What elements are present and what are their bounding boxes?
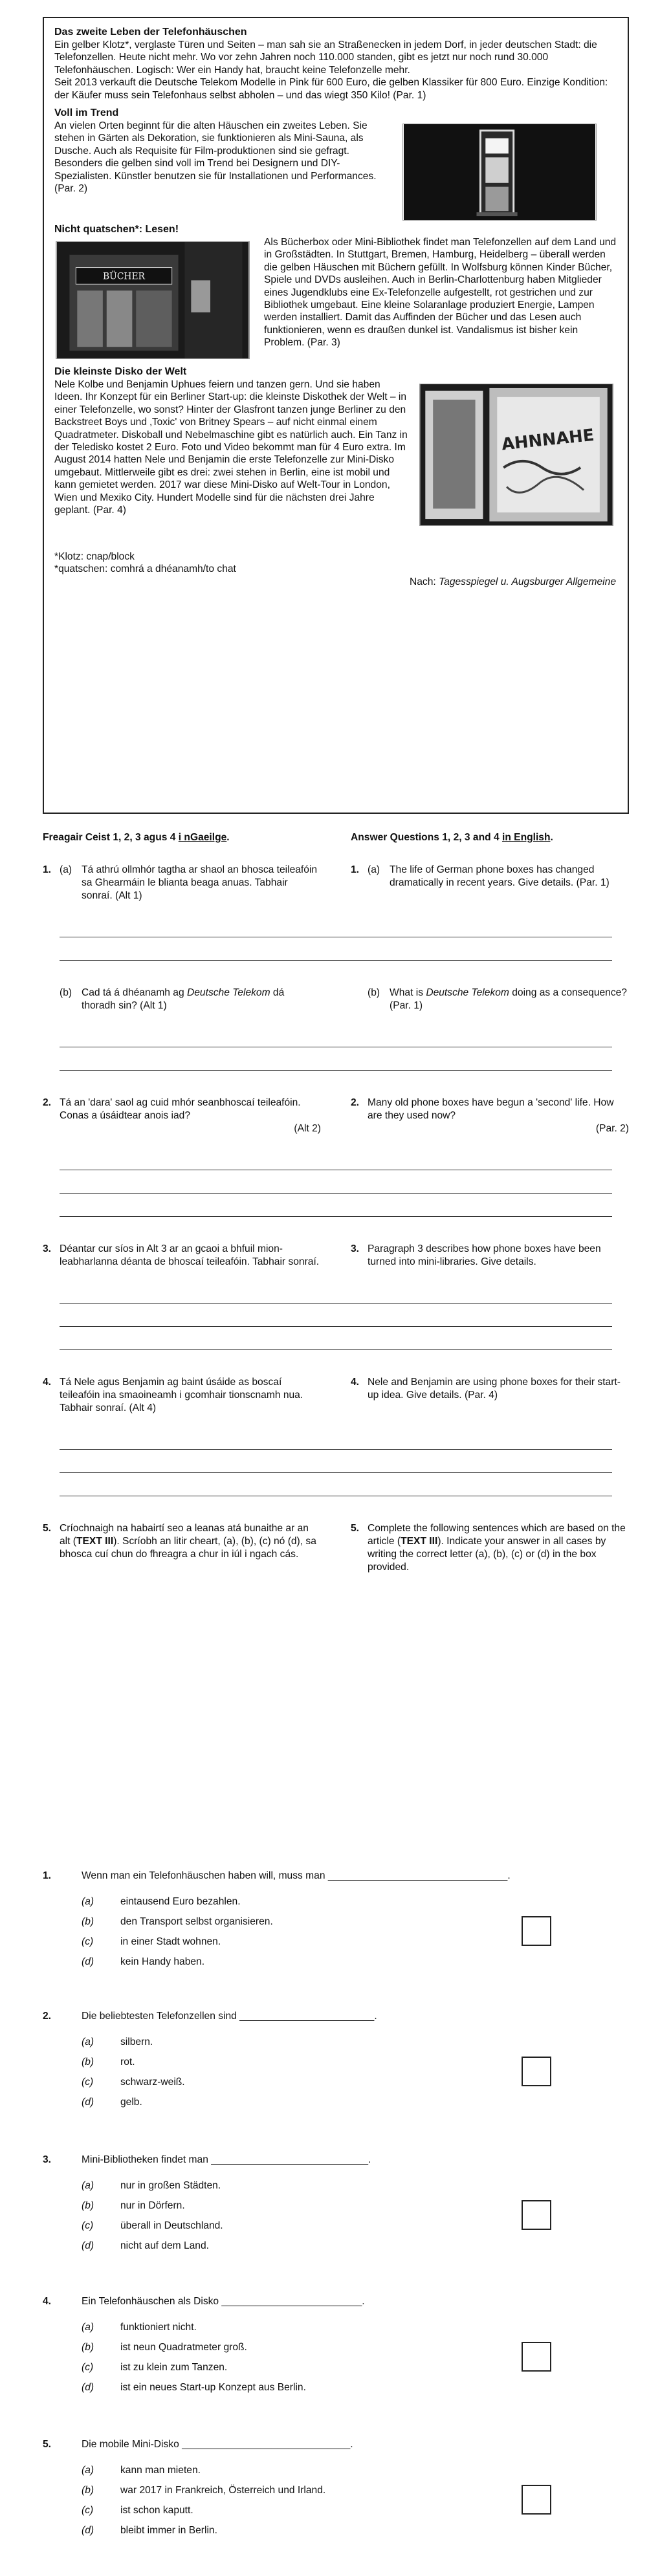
mcq-option bbox=[43, 2460, 629, 2480]
mcq-option bbox=[43, 2236, 629, 2256]
option-letter: (c) bbox=[82, 2504, 94, 2516]
option-text: in einer Stadt wohnen. bbox=[120, 1936, 221, 1947]
article-box bbox=[43, 17, 629, 814]
option-text: silbern. bbox=[120, 2036, 153, 2047]
answer-lines-3 bbox=[60, 1280, 612, 1350]
answer-box[interactable] bbox=[522, 2485, 551, 2515]
option-letter: (b) bbox=[82, 2341, 94, 2353]
mcq-stem-text: Ein Telefonhäuschen als Disko _________________________. bbox=[82, 2296, 365, 2307]
footnote-quatschen: *quatschen: comhrá a dhéanamh/to chat bbox=[54, 563, 236, 575]
question-2: 2. Tá an 'dara' saol ag cuid mhór seanbhoscaí teileafóin. Conas a úsáidtear anois iad? (Alt 2) 2. Many old phone boxes have begun a 'second' life. How are they used now? (Par. 2) bbox=[43, 1097, 629, 1217]
option-text: kann man mieten. bbox=[120, 2464, 201, 2476]
heading-kleinste-disko: Die kleinste Disko der Welt bbox=[54, 366, 187, 378]
option-text: nur in großen Städten. bbox=[120, 2179, 221, 2191]
questions-section bbox=[43, 831, 629, 1574]
mcq-stem bbox=[43, 2010, 629, 2023]
question-3: 3. Déantar cur síos in Alt 3 ar an gcaoi a bhfuil mion-leabharlanna déanta de bhoscaí teileafóin. Tabhair sonraí. 3. Paragraph 3 describes how phone boxes have been turned into mini-libraries. Give details. bbox=[43, 1243, 629, 1350]
answer-box[interactable] bbox=[522, 1916, 551, 1946]
heading-nicht-quatschen: Nicht quatschen*: Lesen! bbox=[54, 224, 179, 235]
option-letter: (a) bbox=[82, 2036, 94, 2047]
option-letter: (d) bbox=[82, 2524, 94, 2536]
answer-line[interactable] bbox=[60, 1304, 612, 1327]
paragraph-1: Ein gelber Klotz*, verglaste Türen und Seiten – man sah sie an Straßenecken in jedem Dorf, in jeder deutschen Stadt: die Telefonzellen. Heute nicht mehr. Wo vor zehn Jahren noch 110.000 standen, gibt es jetzt nur noch rund 30.000 Telefonhäuschen. Logisch: Wer ein Handy hat, braucht keine Telefonzelle mehr. bbox=[54, 39, 597, 76]
mcq-stem bbox=[43, 1870, 629, 1883]
option-text: nicht auf dem Land. bbox=[120, 2240, 209, 2251]
option-text: den Transport selbst organisieren. bbox=[120, 1916, 273, 1927]
answer-lines-1a bbox=[60, 914, 612, 961]
option-text: ist neun Quadratmeter groß. bbox=[120, 2341, 247, 2353]
paragraph-2: An vielen Orten beginnt für die alten Häuschen ein zweites Leben. Sie stehen in Gärten als Dekoration, sie funktionieren als Mini-Sauna, als Dusche. Auch als Requisite für Film-produktionen sind sie gefragt. Besonders die gelben sind voll im Trend bei Designern und DIY-Spezialisten. Künstler benutzen sie für Installationen und Performances. (Par. 2) bbox=[54, 120, 377, 195]
answer-line[interactable] bbox=[60, 914, 612, 937]
option-letter: (c) bbox=[82, 2220, 94, 2231]
answer-lines-1b bbox=[60, 1024, 612, 1071]
question-1b: (b) Cad tá á dhéanamh ag Deutsche Telekom dá thoradh sin? (Alt 1) (b) What is Deutsche Telekom doing as a consequence? (Par. 1) bbox=[43, 987, 629, 1071]
article-title: Das zweite Leben der Telefonhäuschen bbox=[54, 27, 247, 38]
mcq-option bbox=[43, 1892, 629, 1912]
mcq-number: 1. bbox=[43, 1870, 52, 1881]
option-letter: (b) bbox=[82, 1916, 94, 1927]
answer-lines-2 bbox=[60, 1147, 612, 1217]
mcq-option bbox=[43, 2092, 629, 2112]
mcq-number: 2. bbox=[43, 2011, 52, 2022]
book-phone-box-photo bbox=[56, 241, 250, 359]
option-letter: (c) bbox=[82, 2361, 94, 2373]
mcq-stem bbox=[43, 2438, 629, 2451]
answer-line[interactable] bbox=[60, 1170, 612, 1194]
mcq-stem bbox=[43, 2295, 629, 2308]
mcq-option bbox=[43, 1952, 629, 1972]
answer-box[interactable] bbox=[522, 2200, 551, 2230]
option-text: bleibt immer in Berlin. bbox=[120, 2524, 217, 2536]
answer-line[interactable] bbox=[60, 1147, 612, 1170]
option-text: gelb. bbox=[120, 2096, 142, 2108]
instruction-irish: Freagair Ceist 1, 2, 3 agus 4 i nGaeilge. bbox=[43, 832, 230, 843]
option-letter: (d) bbox=[82, 2096, 94, 2108]
paragraph-3: Als Bücherbox oder Mini-Bibliothek findet man Telefonzellen auf dem Land und in Großstädten. In Stuttgart, Bremen, Hamburg, Heidelberg – überall werden die gelben Häuschen mit Büchern gefüllt. In Wolfsburg können Kinder Bücher, Spiele und DVDs ausleihen. Auch in Berlin-Charlottenburg haben Mitglieder eines Jugendklubs eine Ex-Telefonzelle aufgestellt, rot gestrichen und zur Bibliothek umgebaut. Eine kleine Solaranlage produziert Energie, Lampen werden installiert. Damit das Auffinden der Bücher und das Lesen auch funktionieren, wenn es draußen dunkel ist. Vandalismus ist bisher kein Problem. (Par. 3) bbox=[264, 237, 617, 349]
mcq-question-5 bbox=[43, 2438, 629, 2540]
option-text: eintausend Euro bezahlen. bbox=[120, 1895, 241, 1907]
mcq-number: 4. bbox=[43, 2296, 52, 2307]
footnote-klotz: *Klotz: cnap/block bbox=[54, 551, 135, 563]
mcq-option bbox=[43, 2377, 629, 2397]
mcq-stem bbox=[43, 2154, 629, 2167]
mcq-option bbox=[43, 2032, 629, 2052]
mcq-option bbox=[43, 2176, 629, 2196]
answer-box[interactable] bbox=[522, 2057, 551, 2086]
answer-line[interactable] bbox=[60, 1426, 612, 1450]
source-prefix: Nach: bbox=[409, 576, 439, 587]
mcq-option bbox=[43, 2317, 629, 2337]
mcq-question-4 bbox=[43, 2295, 629, 2397]
option-text: schwarz-weiß. bbox=[120, 2076, 185, 2088]
answer-line[interactable] bbox=[60, 937, 612, 961]
option-letter: (d) bbox=[82, 1956, 94, 1967]
option-letter: (d) bbox=[82, 2240, 94, 2251]
option-text: war 2017 in Frankreich, Österreich und Irland. bbox=[120, 2484, 326, 2496]
option-letter: (b) bbox=[82, 2199, 94, 2211]
answer-line[interactable] bbox=[60, 1024, 612, 1047]
paragraph-4: Nele Kolbe und Benjamin Uphues feiern und tanzen gern. Und sie haben Ideen. Ihr Konzept für ein Berliner Start-up: die kleinste Diskothek der Welt – in einer Telefonzelle, wo sonst? Hinter der Glasfront tanzen junge Berliner zu den Backstreet Boys und ‚Toxic' von Britney Spears – auf nicht einmal einem Quadratmeter. Diskoball und Nebelmaschine gibt es natürlich auch. Ein Tanz in der Teledisko kostet 2 Euro. Foto und Video bekommt man für 4 Euro extra. Im August 2014 hatten Nele und Benjamin die erste Telefonzelle zur Mini-Disko umgebaut. Mittlerweile gibt es drei: zwei stehen in Berlin, eine ist mobil und kann gemietet werden. 2017 war diese Mini-Disko auf Welt-Tour in London, Wien und Mexiko City. Hundert Modelle sind für die nächsten drei Jahre geplant. (Par. 4) bbox=[54, 379, 408, 516]
option-letter: (a) bbox=[82, 1895, 94, 1907]
mcq-question-2 bbox=[43, 2010, 629, 2112]
option-letter: (d) bbox=[82, 2381, 94, 2393]
option-letter: (b) bbox=[82, 2484, 94, 2496]
mcq-question-1 bbox=[43, 1870, 629, 1972]
heading-voll-im-trend: Voll im Trend bbox=[54, 107, 119, 119]
option-text: kein Handy haben. bbox=[120, 1956, 205, 1967]
answer-box[interactable] bbox=[522, 2342, 551, 2372]
option-text: überall in Deutschland. bbox=[120, 2220, 223, 2231]
answer-line[interactable] bbox=[60, 1280, 612, 1304]
mcq-stem-text: Die mobile Mini-Disko ______________________________. bbox=[82, 2439, 353, 2450]
option-letter: (a) bbox=[82, 2464, 94, 2476]
question-1a: 1. (a) Tá athrú ollmhór tagtha ar shaol an bhosca teileafóin sa Ghearmáin le blianta beaga anuas. Tabhair sonraí. (Alt 1) 1. (a) The life of German phone boxes has changed dramatically in recent years. Give details. (Par. 1) bbox=[43, 864, 629, 961]
answer-line[interactable] bbox=[60, 1047, 612, 1071]
option-letter: (c) bbox=[82, 1936, 94, 1947]
option-letter: (a) bbox=[82, 2179, 94, 2191]
graffiti-text: AHNNAHE bbox=[500, 425, 595, 455]
question-5-instructions: 5. Críochnaigh na habairtí seo a leanas atá bunaithe ar an alt (TEXT III). Scríobh an litir cheart, (a), (b), (c) nó (d), sa bhosca cuí chun do fhreagra a chur in iúl i ngach cás. 5. Complete the following sentences which are based on the article (TEXT III). Indicate your answer in all cases by writing the correct letter (a), (b), (c) or (d) in the box provided. bbox=[43, 1523, 626, 1573]
option-text: ist schon kaputt. bbox=[120, 2504, 193, 2516]
option-text: funktioniert nicht. bbox=[120, 2321, 197, 2333]
mcq-stem-text: Mini-Bibliotheken findet man ____________________________. bbox=[82, 2154, 371, 2165]
buecher-sign: BÜCHER bbox=[103, 271, 145, 282]
phone-box-night-photo bbox=[402, 124, 597, 221]
mcq-option bbox=[43, 2520, 629, 2540]
answer-line[interactable] bbox=[60, 1327, 612, 1350]
option-letter: (a) bbox=[82, 2321, 94, 2333]
source-line bbox=[54, 576, 619, 588]
answer-line[interactable] bbox=[60, 1450, 612, 1473]
answer-line[interactable] bbox=[60, 1473, 612, 1496]
option-text: ist zu klein zum Tanzen. bbox=[120, 2361, 228, 2373]
mcq-stem-text: Wenn man ein Telefonhäuschen haben will, muss man ________________________________. bbox=[82, 1870, 511, 1881]
mcq-number: 3. bbox=[43, 2154, 52, 2165]
option-text: nur in Dörfern. bbox=[120, 2199, 185, 2211]
question-4: 4. Tá Nele agus Benjamin ag baint úsáide as boscaí teileafóin ina smaoineamh i gcomhair tionscnamh nua. Tabhair sonraí. (Alt 4) 4. Nele and Benjamin are using phone boxes for their start-up idea. Give details. (Par. 4) bbox=[43, 1376, 629, 1496]
mcq-question-3 bbox=[43, 2154, 629, 2256]
option-text: ist ein neues Start-up Konzept aus Berlin. bbox=[120, 2381, 306, 2393]
option-text: rot. bbox=[120, 2056, 135, 2068]
instruction-english: Answer Questions 1, 2, 3 and 4 in English. bbox=[351, 832, 553, 843]
option-letter: (b) bbox=[82, 2056, 94, 2068]
paragraph-1b: Seit 2013 verkauft die Deutsche Telekom Modelle in Pink für 600 Euro, die gelben Klassiker für 800 Euro. Einzige Kondition: der Käufer muss sein Telefonhaus selbst abholen – und das wiegt 350 Kilo! (Par. 1) bbox=[54, 77, 608, 101]
source-name: Tagesspiegel u. Augsburger Allgemeine bbox=[439, 576, 616, 587]
answer-line[interactable] bbox=[60, 1194, 612, 1217]
mcq-number: 5. bbox=[43, 2439, 52, 2450]
mcq-stem-text: Die beliebtesten Telefonzellen sind ________________________. bbox=[82, 2011, 377, 2022]
disco-phone-box-photo bbox=[419, 384, 613, 526]
option-letter: (c) bbox=[82, 2076, 94, 2088]
answer-lines-4 bbox=[60, 1426, 612, 1496]
